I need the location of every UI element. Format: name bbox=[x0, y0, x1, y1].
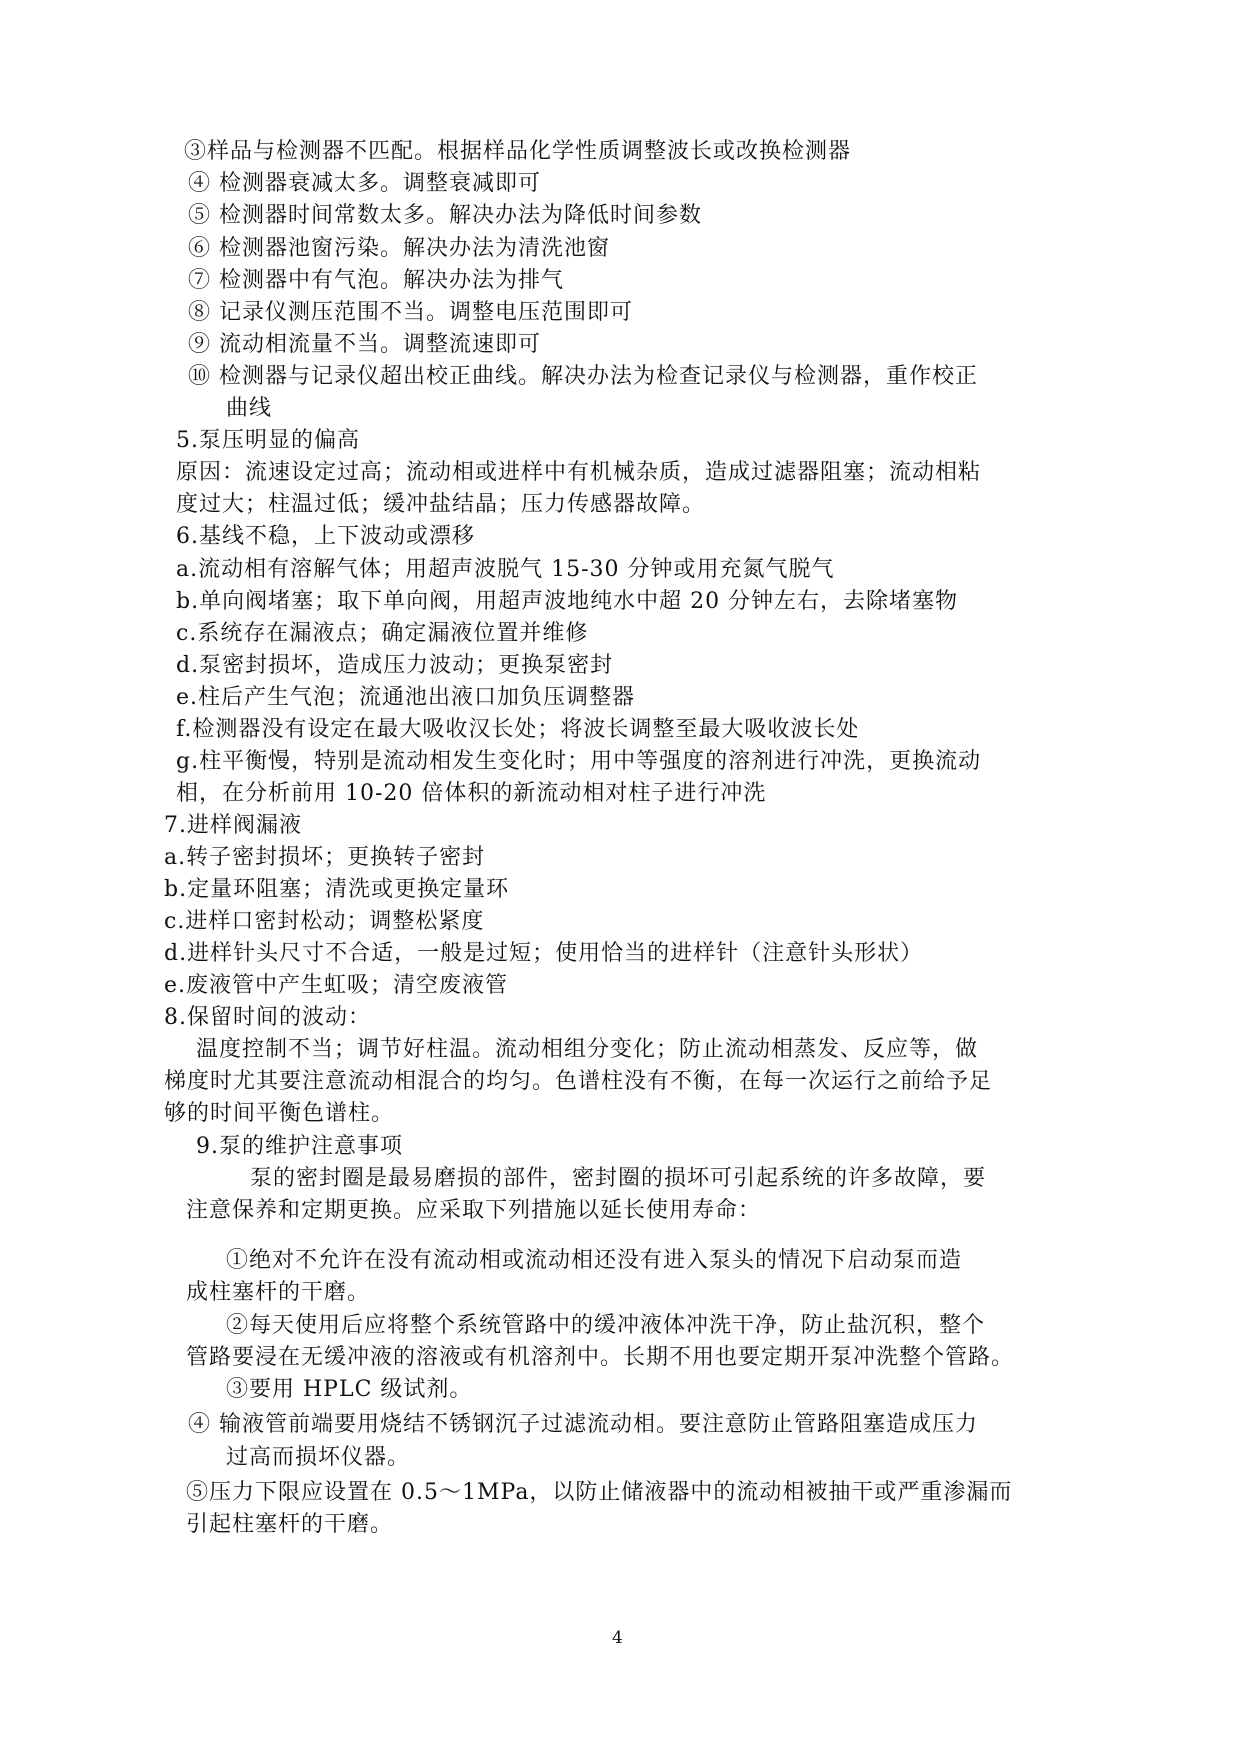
section-heading: 8.保留时间的波动： bbox=[164, 1005, 371, 1030]
text-line: ⑤ 检测器时间常数太多。解决办法为降低时间参数 bbox=[188, 203, 702, 228]
text-line: ③样品与检测器不匹配。根据样品化学性质调整波长或改换检测器 bbox=[184, 139, 852, 164]
text-line: ⑥ 检测器池窗污染。解决办法为清洗池窗 bbox=[188, 236, 610, 261]
section-heading: 7.进样阀漏液 bbox=[164, 813, 302, 838]
text-line: f.检测器没有设定在最大吸收汉长处；将波长调整至最大吸收波长处 bbox=[176, 717, 860, 742]
text-line: 原因：流速设定过高；流动相或进样中有机械杂质，造成过滤器阻塞；流动相粘 bbox=[176, 460, 982, 485]
text-line: ⑤压力下限应设置在 0.5～1MPa，以防止储液器中的流动相被抽干或严重渗漏而 bbox=[186, 1480, 1013, 1505]
text-line: 成柱塞杆的干磨。 bbox=[186, 1280, 371, 1305]
text-line: e.柱后产生气泡；流通池出液口加负压调整器 bbox=[176, 685, 636, 710]
text-line: ④ 输液管前端要用烧结不锈钢沉子过滤流动相。要注意防止管路阻塞造成压力 bbox=[188, 1412, 978, 1437]
text-line: g.柱平衡慢，特别是流动相发生变化时；用中等强度的溶剂进行冲洗，更换流动 bbox=[176, 749, 982, 774]
text-line: ⑨ 流动相流量不当。调整流速即可 bbox=[188, 332, 541, 357]
text-line: c.系统存在漏液点；确定漏液位置并维修 bbox=[176, 621, 589, 646]
text-line: ④ 检测器衰减太多。调整衰减即可 bbox=[188, 171, 541, 196]
text-line: ⑦ 检测器中有气泡。解决办法为排气 bbox=[188, 268, 564, 293]
text-line: 过高而损坏仪器。 bbox=[226, 1445, 411, 1470]
page-number: 4 bbox=[612, 1628, 623, 1648]
text-line: 相，在分析前用 10-20 倍体积的新流动相对柱子进行冲洗 bbox=[176, 781, 767, 806]
text-line: d.进样针头尺寸不合适，一般是过短；使用恰当的进样针（注意针头形状） bbox=[164, 941, 924, 966]
section-heading: 9.泵的维护注意事项 bbox=[196, 1134, 403, 1159]
text-line: 温度控制不当；调节好柱温。流动相组分变化；防止流动相蒸发、反应等，做 bbox=[196, 1037, 979, 1062]
text-line: b.定量环阻塞；清洗或更换定量环 bbox=[164, 877, 510, 902]
text-line: d.泵密封损坏，造成压力波动；更换泵密封 bbox=[176, 653, 614, 678]
text-line: a.转子密封损坏；更换转子密封 bbox=[164, 845, 486, 870]
text-line: ①绝对不允许在没有流动相或流动相还没有进入泵头的情况下启动泵而造 bbox=[226, 1248, 963, 1273]
text-line: c.进样口密封松动；调整松紧度 bbox=[164, 909, 485, 934]
text-line: b.单向阀堵塞；取下单向阀，用超声波地纯水中超 20 分钟左右，去除堵塞物 bbox=[176, 589, 959, 614]
text-line: ③要用 HPLC 级试剂。 bbox=[226, 1377, 473, 1402]
text-line: 曲线 bbox=[226, 396, 273, 421]
text-line: 引起柱塞杆的干磨。 bbox=[186, 1512, 394, 1537]
text-line: 注意保养和定期更换。应采取下列措施以延长使用寿命： bbox=[186, 1198, 762, 1223]
text-line: 度过大；柱温过低；缓冲盐结晶；压力传感器故障。 bbox=[176, 492, 706, 517]
text-line: ⑩ 检测器与记录仪超出校正曲线。解决办法为检查记录仪与检测器，重作校正 bbox=[188, 364, 978, 389]
text-line: e.废液管中产生虹吸；清空废液管 bbox=[164, 973, 509, 998]
text-line: 管路要浸在无缓冲液的溶液或有机溶剂中。长期不用也要定期开泵冲洗整个管路。 bbox=[186, 1345, 1015, 1370]
section-heading: 5.泵压明显的偏高 bbox=[176, 428, 360, 453]
text-line: 够的时间平衡色谱柱。 bbox=[164, 1101, 395, 1126]
text-line: ⑧ 记录仪测压范围不当。调整电压范围即可 bbox=[188, 300, 633, 325]
text-line: a.流动相有溶解气体；用超声波脱气 15-30 分钟或用充氮气脱气 bbox=[176, 557, 835, 582]
text-line: ②每天使用后应将整个系统管路中的缓冲液体冲洗干净，防止盐沉积，整个 bbox=[226, 1313, 986, 1338]
section-heading: 6.基线不稳，上下波动或漂移 bbox=[176, 524, 475, 549]
text-line: 梯度时尤其要注意流动相混合的均匀。色谱柱没有不衡，在每一次运行之前给予足 bbox=[164, 1069, 993, 1094]
text-line: 泵的密封圈是最易磨损的部件，密封圈的损坏可引起系统的许多故障，要 bbox=[250, 1166, 987, 1191]
